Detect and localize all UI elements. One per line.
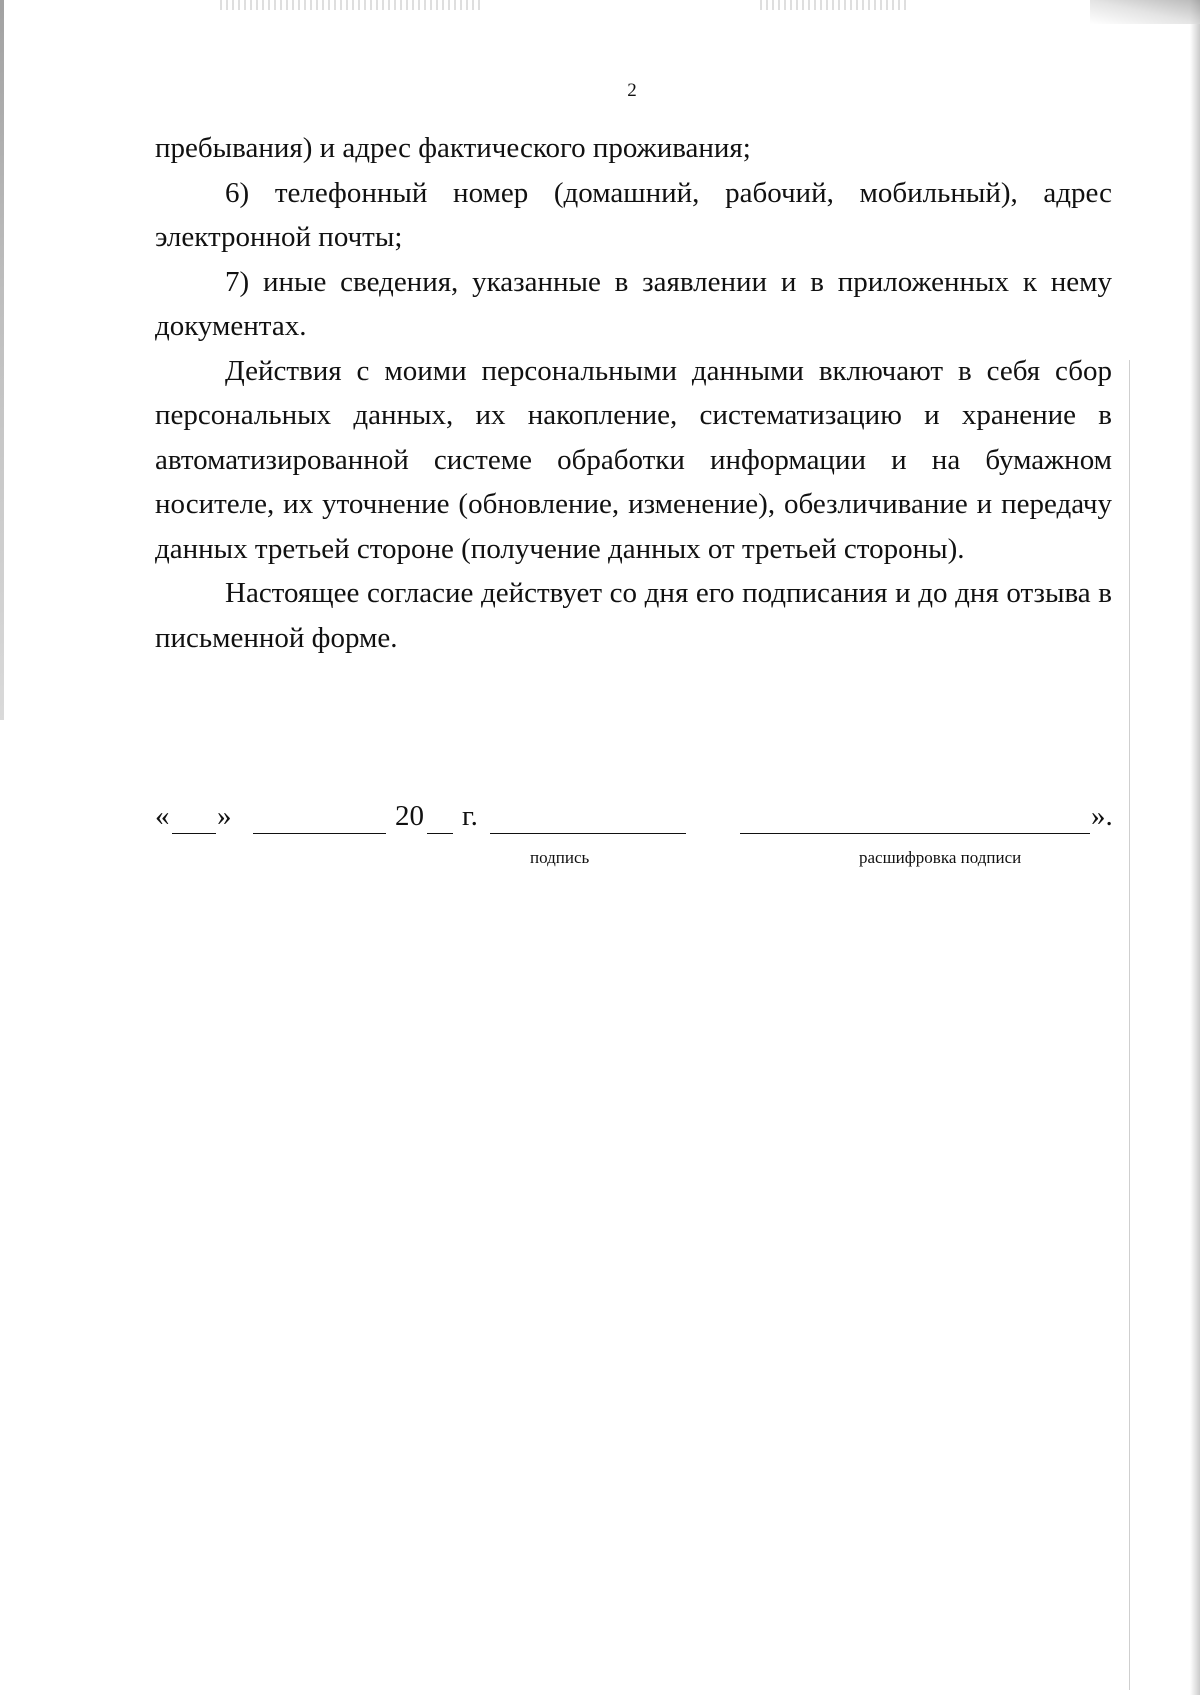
scan-edge-right xyxy=(1190,0,1200,1695)
scan-top-corner xyxy=(1090,0,1200,24)
decoding-caption: расшифровка подписи xyxy=(859,848,1022,867)
scan-artifact-line xyxy=(1129,360,1130,1690)
date-open-quote: « xyxy=(155,800,170,832)
year-prefix: 20 xyxy=(395,800,424,832)
paragraph-actions: Действия с моими персональными данными включают в себя сбор персональных данных, их накопление, систематизацию и хранение в автоматизированной системе обработки информации и на бумажном носителе, их уточнение (обновление, изменение), обезличивание и передачу данных третьей стороне (получение данных от третьей стороны). xyxy=(155,354,1112,565)
day-blank xyxy=(172,833,216,834)
date-close-quote: » xyxy=(217,800,232,832)
end-mark: ». xyxy=(1091,800,1113,832)
month-blank xyxy=(253,833,386,834)
scan-top-noise xyxy=(220,0,480,10)
signature-line xyxy=(155,800,1112,840)
scan-top-noise xyxy=(760,0,910,10)
scan-edge-left xyxy=(0,0,4,720)
signature-caption: подпись xyxy=(530,848,590,867)
paragraph-address-continuation: пребывания) и адрес фактического проживания; xyxy=(155,132,751,164)
year-suffix: г. xyxy=(462,800,478,832)
paragraph-item-7: 7) иные сведения, указанные в заявлении и в приложенных к нему документах. xyxy=(155,265,1112,342)
paragraph-item-6: 6) телефонный номер (домашний, рабочий, мобильный), адрес электронной почты; xyxy=(155,176,1112,253)
year-blank xyxy=(427,833,453,834)
document-body xyxy=(155,126,1112,660)
paragraph-validity: Настоящее согласие действует со дня его подписания и до дня отзыва в письменной форме. xyxy=(155,577,1112,654)
page-number: 2 xyxy=(627,80,637,101)
decoding-blank xyxy=(740,833,1090,834)
signature-blank xyxy=(490,833,686,834)
